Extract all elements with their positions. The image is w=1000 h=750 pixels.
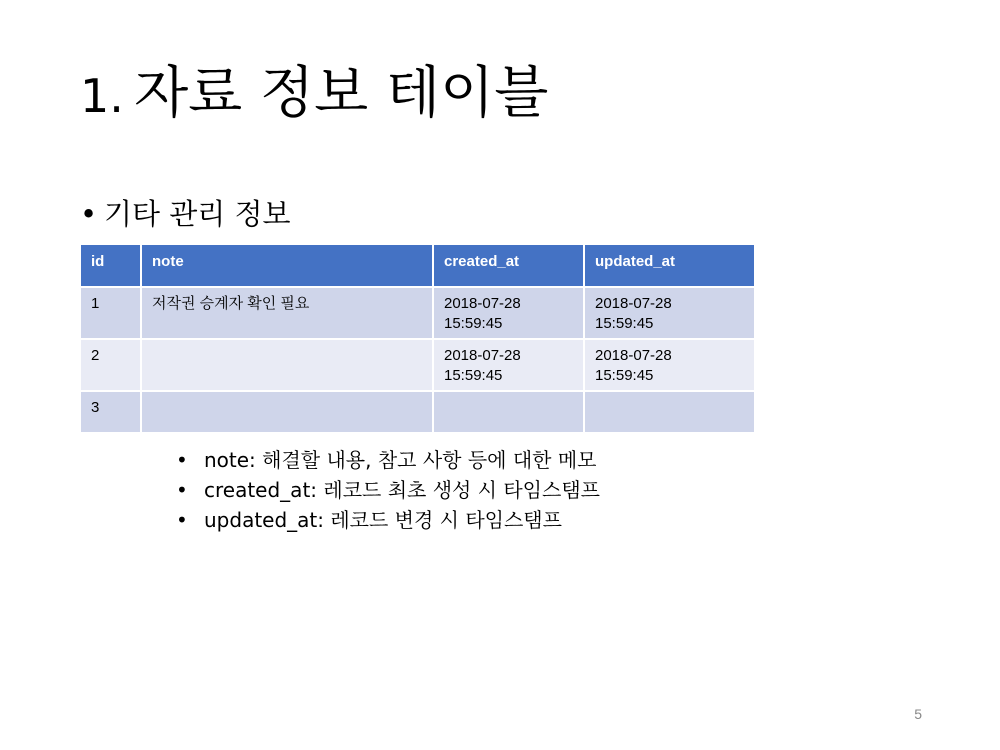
table-row bbox=[80, 287, 755, 339]
cell-id: 1 bbox=[80, 287, 141, 339]
cell-note: 저작권 승계자 확인 필요 bbox=[141, 287, 433, 339]
header-cell-updated-at: updated_at bbox=[584, 244, 755, 287]
header-cell-id: id bbox=[80, 244, 141, 287]
header-cell-note: note bbox=[141, 244, 433, 287]
table-row bbox=[80, 339, 755, 391]
main-bullet bbox=[80, 197, 291, 231]
cell-created-at: 2018-07-28 15:59:45 bbox=[433, 339, 584, 391]
page-number: 5 bbox=[914, 706, 922, 722]
list-item: • note: 해결할 내용, 참고 사항 등에 대한 메모 bbox=[176, 445, 600, 475]
cell-note bbox=[141, 339, 433, 391]
table-row bbox=[80, 391, 755, 433]
field-notes-list bbox=[176, 445, 600, 535]
cell-note bbox=[141, 391, 433, 433]
list-item: • updated_at: 레코드 변경 시 타임스탬프 bbox=[176, 505, 600, 535]
bullet-dot-icon: • bbox=[80, 197, 98, 231]
slide-title bbox=[80, 61, 549, 126]
info-table bbox=[79, 243, 756, 434]
header-cell-created-at: created_at bbox=[433, 244, 584, 287]
main-bullet-text: 기타 관리 정보 bbox=[104, 197, 291, 231]
slide-title-text: 자료 정보 테이블 bbox=[134, 61, 549, 126]
cell-updated-at bbox=[584, 391, 755, 433]
list-item: • created_at: 레코드 최초 생성 시 타임스탬프 bbox=[176, 475, 600, 505]
cell-created-at: 2018-07-28 15:59:45 bbox=[433, 287, 584, 339]
cell-updated-at: 2018-07-28 15:59:45 bbox=[584, 287, 755, 339]
cell-id: 2 bbox=[80, 339, 141, 391]
bullet-dot-icon: • bbox=[176, 478, 188, 502]
cell-updated-at: 2018-07-28 15:59:45 bbox=[584, 339, 755, 391]
table-header-row bbox=[80, 244, 755, 287]
cell-created-at bbox=[433, 391, 584, 433]
bullet-dot-icon: • bbox=[176, 448, 188, 472]
slide-title-number: 1. bbox=[80, 69, 124, 123]
bullet-dot-icon: • bbox=[176, 508, 188, 532]
cell-id: 3 bbox=[80, 391, 141, 433]
